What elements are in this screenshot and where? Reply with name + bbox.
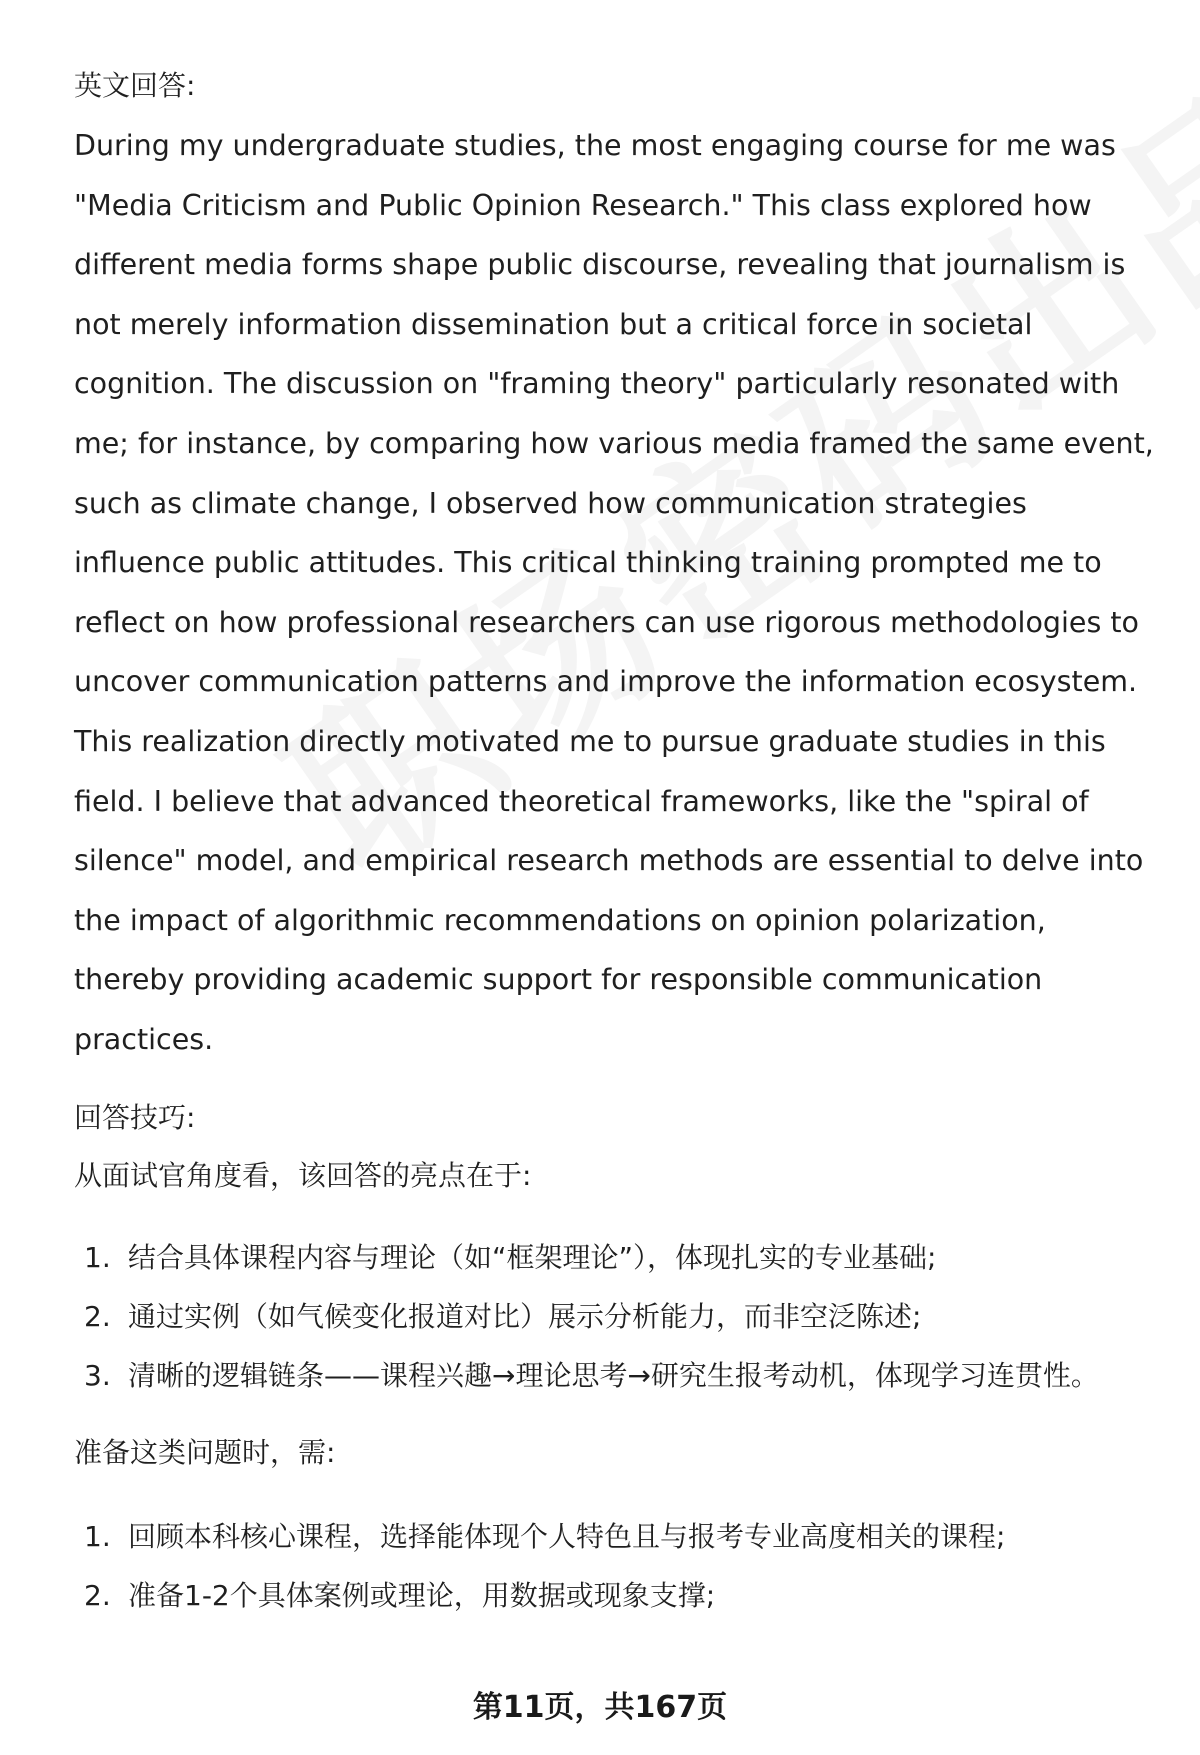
list-item-text: 通过实例（如气候变化报道对比）展示分析能力，而非空泛陈述; <box>128 1299 922 1333</box>
tips-list <box>74 1228 1154 1405</box>
english-answer-paragraph: During my undergraduate studies, the most engaging course for me was "Media Criticism and Public Opinion Research." This class explored how different media forms shape public discourse, revealing that journalism is not merely information dissemination but a critical force in societal cognition. The discussion on "framing theory" particularly resonated with me; for instance, by comparing how various media framed the same event, such as climate change, I observed how communication strategies influence public attitudes. This critical thinking training prompted me to reflect on how professional researchers can use rigorous methodologies to uncover communication patterns and improve the information ecosystem. This realization directly motivated me to pursue graduate studies in this field. I believe that advanced theoretical frameworks, like the "spiral of silence" model, and empirical research methods are essential to delve into the impact of algorithmic recommendations on opinion polarization, thereby providing academic support for responsible communication practices. <box>74 129 1154 1056</box>
list-item <box>74 1287 1154 1346</box>
list-item-number: 2. <box>84 1578 111 1612</box>
preparation-heading: 准备这类问题时，需: <box>74 1435 336 1469</box>
list-item-number: 1. <box>84 1240 111 1274</box>
list-item <box>74 1507 1154 1566</box>
english-answer-heading: 英文回答: <box>74 69 196 102</box>
preparation-list <box>74 1507 1154 1625</box>
list-item-number: 3. <box>84 1358 111 1392</box>
list-item-text: 结合具体课程内容与理论（如“框架理论”），体现扎实的专业基础; <box>128 1240 937 1274</box>
list-item <box>74 1566 1154 1625</box>
answer-tips-intro: 从面试官角度看，该回答的亮点在于: <box>74 1158 532 1192</box>
page-number-footer: 第11页，共167页 <box>472 1690 728 1725</box>
list-item-text: 回顾本科核心课程，选择能体现个人特色且与报考专业高度相关的课程; <box>128 1519 1006 1553</box>
list-item <box>74 1228 1154 1287</box>
list-item-number: 1. <box>84 1519 111 1553</box>
answer-tips-heading: 回答技巧: <box>74 1100 196 1134</box>
page-content <box>74 66 1154 1625</box>
list-item-number: 2. <box>84 1299 111 1333</box>
list-item <box>74 1346 1154 1405</box>
list-item-text: 准备1-2个具体案例或理论，用数据或现象支撑; <box>128 1578 716 1612</box>
list-item-text: 清晰的逻辑链条——课程兴趣→理论思考→研究生报考动机，体现学习连贯性。 <box>128 1358 1099 1392</box>
